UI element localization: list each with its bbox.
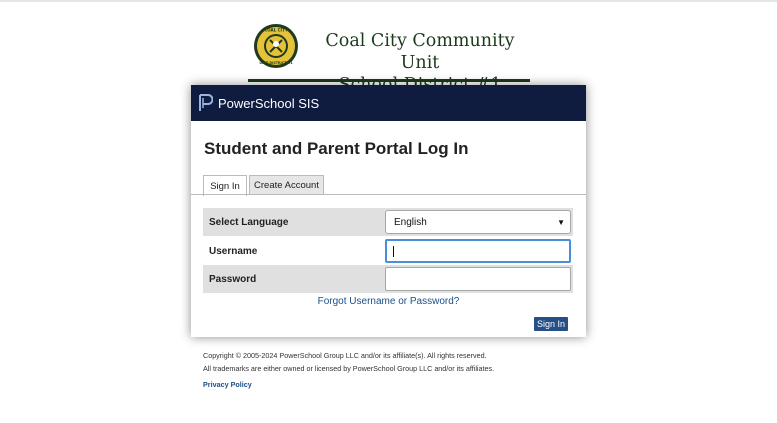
seal-text-top: COAL CITY (264, 27, 288, 33)
sign-in-button[interactable]: Sign In (534, 317, 568, 331)
seal-text-bottom: UNIT DISTRICT #1 (259, 61, 293, 65)
page-title: Student and Parent Portal Log In (204, 139, 469, 158)
forgot-credentials-link[interactable]: Forgot Username or Password? (317, 296, 460, 307)
district-name-line1: Coal City Community Unit (325, 31, 515, 73)
tab-create-account[interactable]: Create Account (249, 175, 324, 194)
language-row (203, 208, 573, 236)
username-label: Username (209, 246, 258, 257)
top-border (0, 0, 777, 2)
username-input[interactable] (385, 239, 571, 263)
chevron-down-icon: ▼ (557, 218, 565, 227)
brand-bar (191, 85, 586, 121)
tab-sign-in[interactable]: Sign In (203, 175, 247, 196)
tab-divider (191, 194, 586, 195)
text-caret (393, 246, 394, 257)
username-row (203, 237, 573, 265)
powerschool-icon (199, 94, 213, 112)
language-label: Select Language (209, 217, 289, 228)
privacy-policy-link[interactable]: Privacy Policy (203, 380, 252, 389)
language-select[interactable] (385, 210, 571, 234)
password-row (203, 265, 573, 293)
brand-name: PowerSchool SIS (218, 95, 320, 111)
language-value: English (394, 216, 427, 228)
district-seal-logo (253, 23, 299, 69)
password-label: Password (209, 274, 257, 285)
copyright-text: Copyright © 2005-2024 PowerSchool Group LLC and/or its affiliate(s). All rights reserved. (203, 351, 487, 360)
district-header (248, 20, 530, 82)
trademark-text: All trademarks are either owned or licensed by PowerSchool Group LLC and/or its affiliates. (203, 364, 495, 373)
login-card (191, 85, 586, 337)
password-input[interactable] (385, 267, 571, 291)
